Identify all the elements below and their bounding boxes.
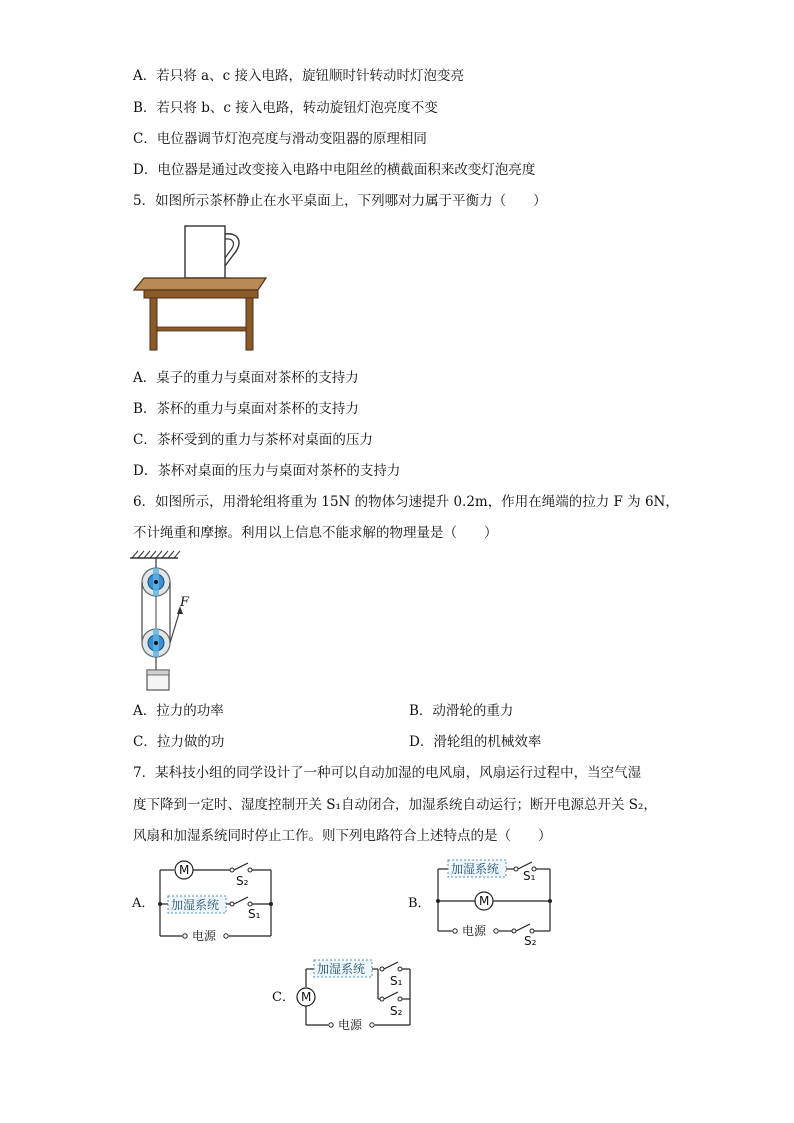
circuit-option-a <box>130 852 280 946</box>
svg-text:S₁: S₁ <box>390 974 403 988</box>
q7-stem-line1: 7．某科技小组的同学设计了一种可以自动加湿的电风扇，风扇运行过程中，当空气湿 <box>133 765 642 781</box>
svg-text:M: M <box>179 863 190 877</box>
svg-text:S₂: S₂ <box>236 874 249 888</box>
switch-s2 <box>384 992 398 999</box>
q4-option-b: B．若只将 b、c 接入电路，转动旋钮灯泡亮度不变 <box>133 100 438 116</box>
power-source: 电源 <box>338 1018 363 1032</box>
svg-text:加湿系统: 加湿系统 <box>317 962 366 976</box>
q4-option-d: D．电位器是通过改变接入电路中电阻丝的横截面积来改变灯泡亮度 <box>133 162 536 178</box>
q5-option-c: C．茶杯受到的重力与茶杯对桌面的压力 <box>133 432 373 448</box>
svg-text:M: M <box>301 990 312 1004</box>
pulley-system-figure <box>128 548 208 693</box>
q6-option-d: D．滑轮组的机械效率 <box>409 734 542 750</box>
q6-stem-line1: 6．如图所示，用滑轮组将重为 15N 的物体匀速提升 0.2m，作用在绳端的拉力 F 为 6N， <box>133 494 679 510</box>
q5-option-d: D．茶杯对桌面的压力与桌面对茶杯的支持力 <box>133 463 401 479</box>
svg-text:S₁: S₁ <box>523 869 536 883</box>
q6-stem-line2: 不计绳重和摩擦。利用以上信息不能求解的物理量是（ ） <box>133 525 498 541</box>
circuit-option-c <box>270 955 420 1035</box>
power-source: 电源 <box>192 929 217 943</box>
svg-text:加湿系统: 加湿系统 <box>451 862 500 876</box>
svg-text:S₂: S₂ <box>524 934 537 948</box>
svg-text:M: M <box>479 894 490 908</box>
table-top <box>134 278 266 290</box>
teacup <box>185 226 225 278</box>
movable-pulley <box>142 629 170 657</box>
switch-s1 <box>234 897 248 904</box>
circuit-option-b <box>408 855 558 949</box>
power-source: 电源 <box>462 924 487 938</box>
q5-option-b: B．茶杯的重力与桌面对茶杯的支持力 <box>133 401 359 417</box>
table-leg-left <box>150 298 157 350</box>
switch-s2 <box>234 863 248 870</box>
teacup-on-table-figure <box>130 222 275 352</box>
fixed-pulley <box>142 568 170 596</box>
q5-option-a: A．桌子的重力与桌面对茶杯的支持力 <box>133 370 359 386</box>
q7-stem-line2: 度下降到一定时、湿度控制开关 S₁自动闭合，加湿系统自动运行；断开电源总开关 S₂， <box>133 797 657 813</box>
q7-stem-line3: 风扇和加湿系统同时停止工作。则下列电路符合上述特点的是（ ） <box>133 828 552 844</box>
circuit-a-label: A． <box>132 896 155 911</box>
table-crossbar <box>157 327 246 331</box>
force-label: F <box>180 595 190 610</box>
q5-stem: 5．如图所示茶杯静止在水平桌面上，下列哪对力属于平衡力（ ） <box>133 193 547 209</box>
svg-text:加湿系统: 加湿系统 <box>171 898 220 912</box>
table-leg-right <box>246 298 253 350</box>
q6-option-a: A．拉力的功率 <box>133 703 224 719</box>
svg-text:S₂: S₂ <box>390 1004 403 1018</box>
switch-s2 <box>516 924 530 931</box>
switch-s1 <box>384 962 398 969</box>
switch-s1 <box>518 862 532 869</box>
q4-option-c: C．电位器调节灯泡亮度与滑动变阻器的原理相同 <box>133 131 427 147</box>
svg-text:S₁: S₁ <box>248 907 261 921</box>
q4-option-a: A．若只将 a、c 接入电路，旋钮顺时针转动时灯泡变亮 <box>133 68 464 84</box>
q6-option-b: B．动滑轮的重力 <box>409 703 514 719</box>
circuit-b-label: B． <box>408 896 431 911</box>
circuit-c-label: C． <box>272 990 295 1005</box>
q6-option-c: C．拉力做的功 <box>133 734 225 750</box>
